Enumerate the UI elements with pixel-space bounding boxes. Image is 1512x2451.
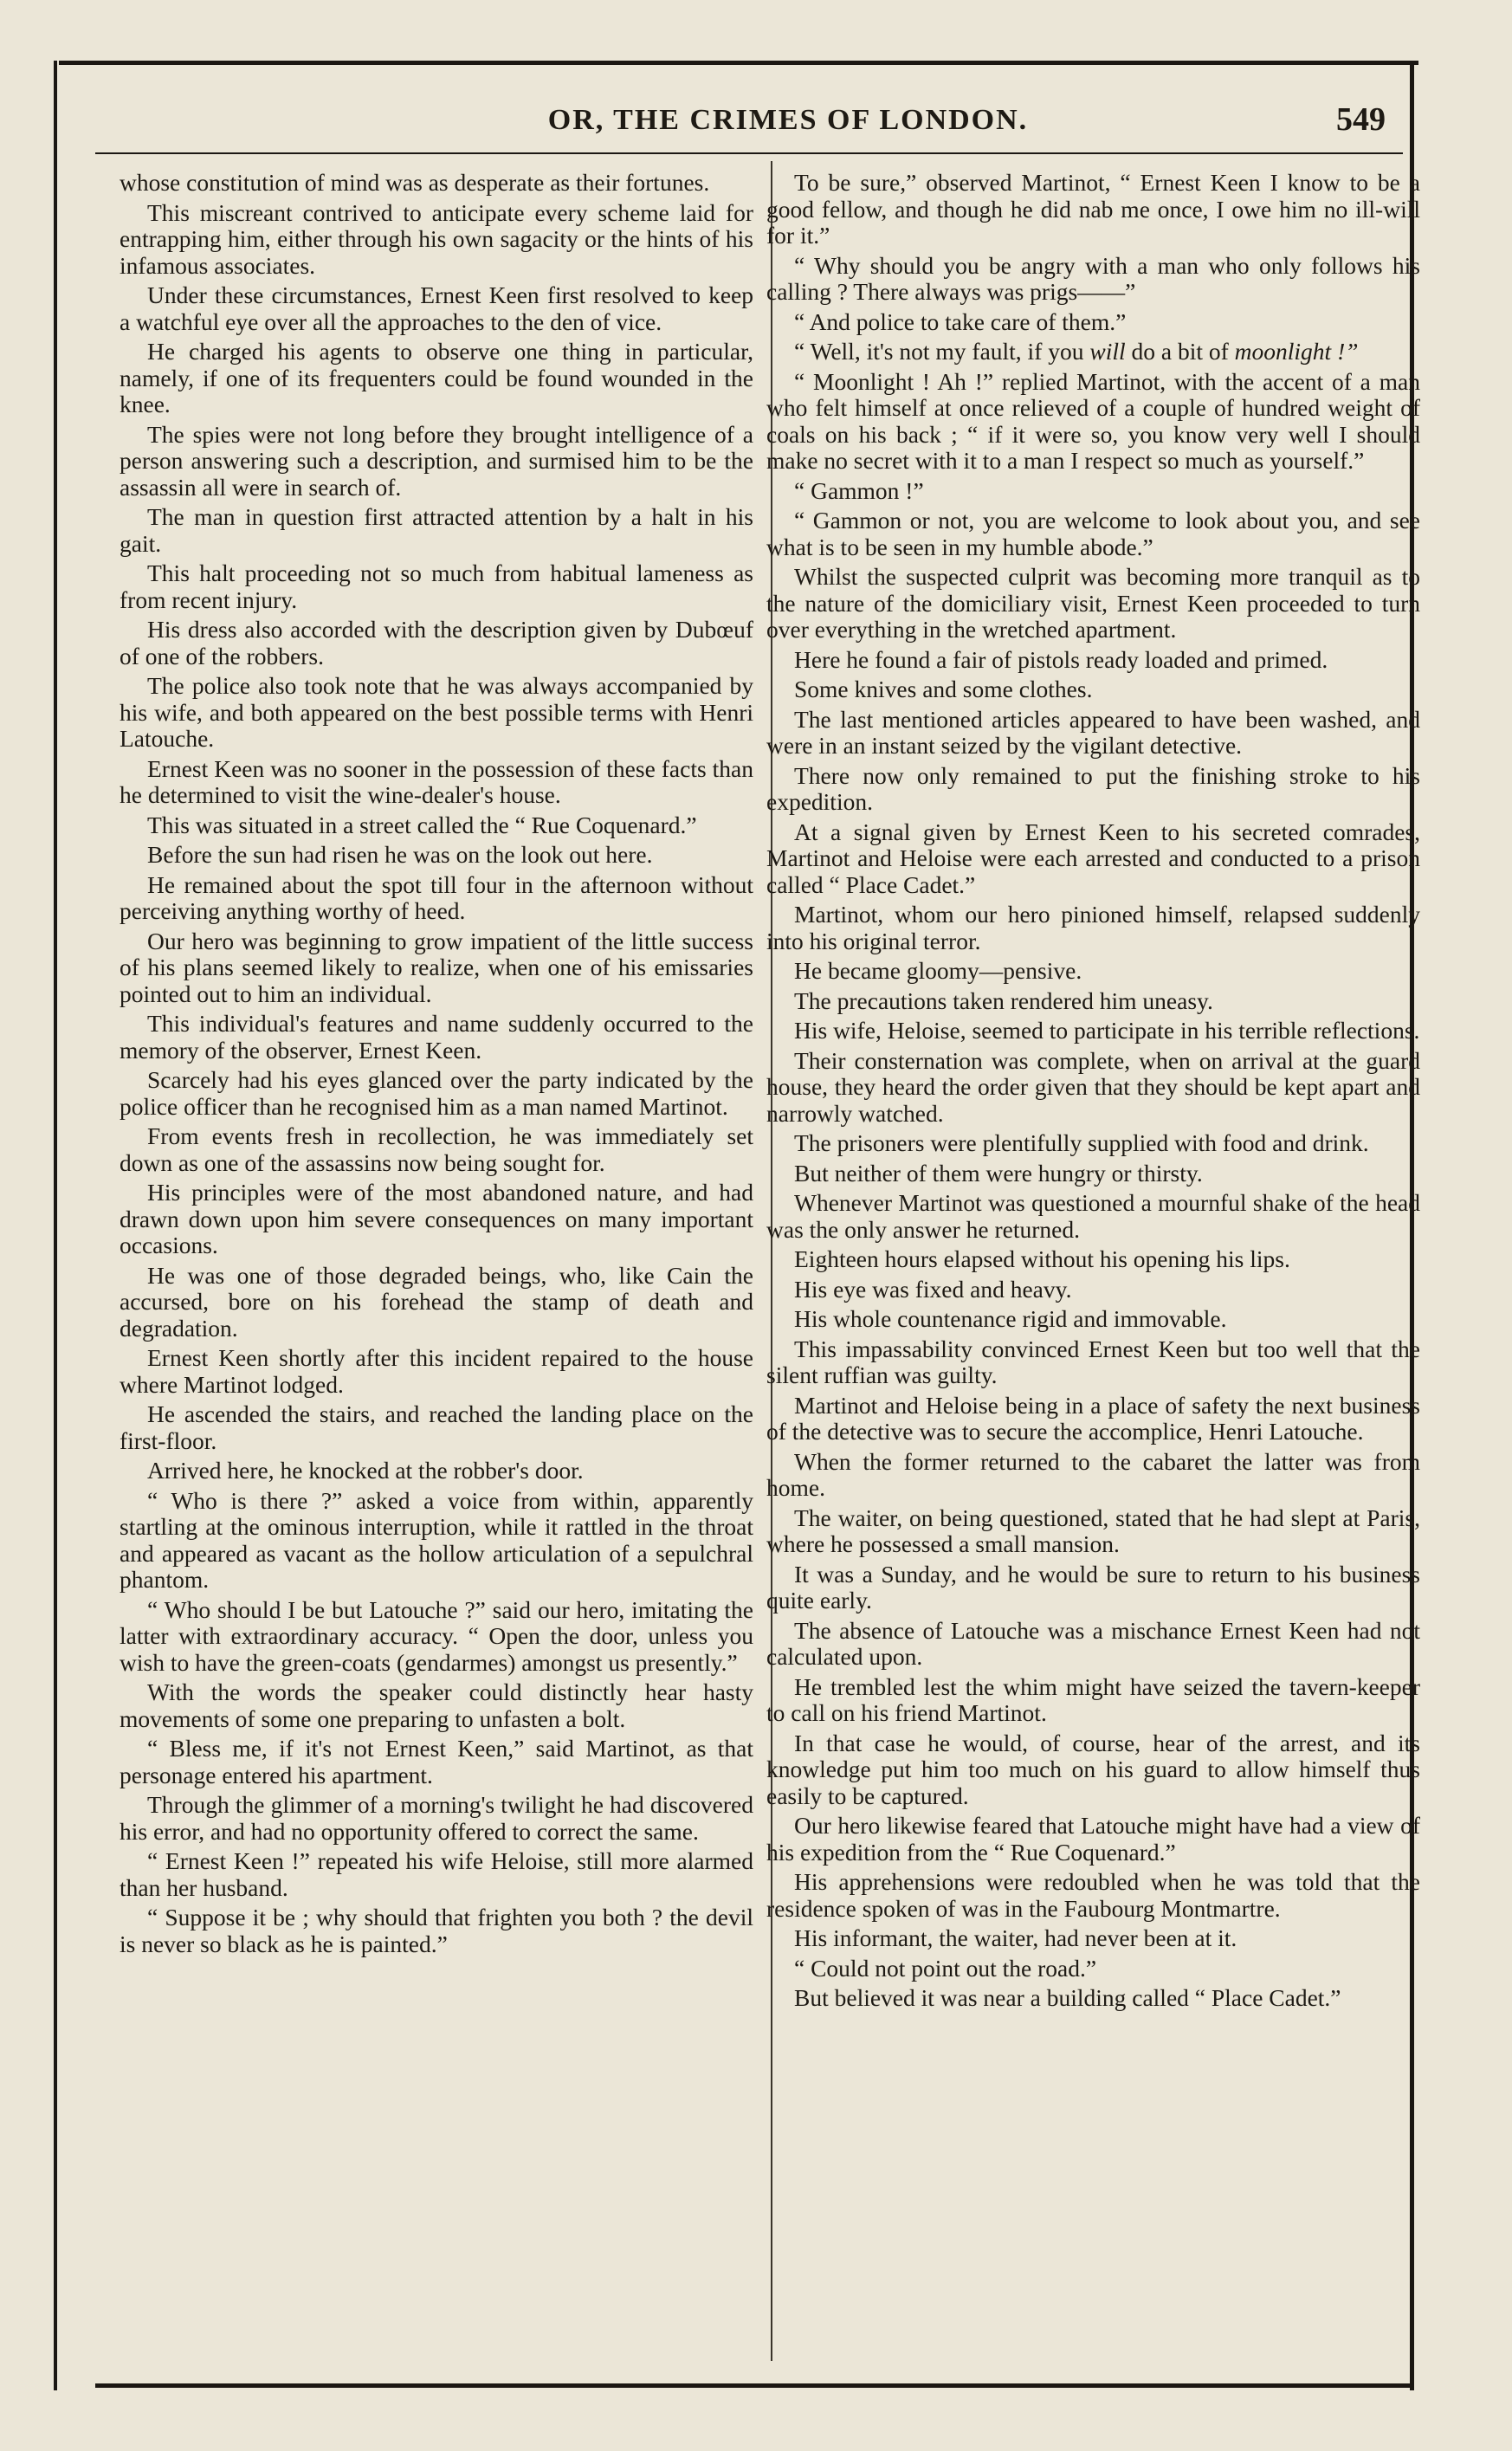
paragraph: “ And police to take care of them.” bbox=[794, 307, 1127, 335]
paragraph: He became gloomy—pensive. bbox=[794, 957, 1082, 984]
paragraph: This miscreant contrived to anticipate every scheme laid for entrapping him, either through his own sagacity or the hints of his infamous associates. bbox=[120, 198, 753, 279]
paragraph: This halt proceeding not so much from habitual lameness as from recent injury. bbox=[120, 559, 753, 613]
paragraph: His eye was fixed and heavy. bbox=[794, 1275, 1072, 1303]
paragraph: His informant, the waiter, had never been at it. bbox=[794, 1924, 1237, 1951]
paragraph: Whenever Martinot was questioned a mournful shake of the head was the only answer he returned. bbox=[766, 1189, 1420, 1243]
paragraph: His whole countenance rigid and immovable. bbox=[794, 1305, 1227, 1332]
paragraph: Ernest Keen shortly after this incident repaired to the house where Martinot lodged. bbox=[120, 1344, 753, 1398]
paragraph: “ Who should I be but Latouche ?” said our hero, imitating the latter with extraordinary accuracy. “ Open the door, unless you wish to have the green-coats (gendarmes) amongst us presently.” bbox=[120, 1595, 753, 1676]
paragraph: The police also took note that he was always accompanied by his wife, and both appeared on the best possible terms with Henri Latouche. bbox=[120, 672, 753, 752]
paragraph: He trembled lest the whim might have seized the tavern-keeper to call on his friend Martinot. bbox=[766, 1672, 1420, 1726]
paragraph: Arrived here, he knocked at the robber's door. bbox=[147, 1457, 584, 1484]
paragraph: The spies were not long before they brought intelligence of a person answering such a description, and surmised him to be the assassin all were in search of. bbox=[120, 420, 753, 501]
frame-bottom-rule bbox=[95, 2383, 1412, 2388]
paragraph: “ Could not point out the road.” bbox=[794, 1954, 1097, 1982]
paragraph: From events fresh in recollection, he was immediately set down as one of the assassins now being sought for. bbox=[120, 1122, 753, 1176]
paragraph: Our hero was beginning to grow impatient of the little success of his plans seemed likely to realize, when one of his emissaries pointed out to him an individual. bbox=[120, 927, 753, 1007]
paragraph: Ernest Keen was no sooner in the possession of these facts than he determined to visit the wine-dealer's house. bbox=[120, 754, 753, 808]
running-title: OR, THE CRIMES OF LONDON. bbox=[547, 104, 1029, 136]
paragraph: “ Moonlight ! Ah !” replied Martinot, with the accent of a man who felt himself at once relieved of a couple of hundred weight of coals on his back ; “ if it were so, you know very well I should make no secret with it to a man I respect so much as yourself.” bbox=[766, 367, 1420, 474]
paragraph: The last mentioned articles appeared to have been washed, and were in an instant seized by the vigilant detective. bbox=[766, 705, 1420, 759]
paragraph: The precautions taken rendered him uneasy. bbox=[794, 986, 1213, 1014]
paragraph bbox=[766, 339, 1420, 365]
paragraph: “ Ernest Keen !” repeated his wife Heloise, still more alarmed than her husband. bbox=[120, 1847, 753, 1901]
paragraph: His wife, Heloise, seemed to participate in his terrible reflections. bbox=[794, 1017, 1420, 1044]
paragraph: It was a Sunday, and he would be sure to return to his business quite early. bbox=[766, 1560, 1420, 1614]
paragraph: Our hero likewise feared that Latouche might have had a view of his expedition from the “ Rue Coquenard.” bbox=[766, 1812, 1420, 1866]
paragraph: Whilst the suspected culprit was becoming more tranquil as to the nature of the domiciliary visit, Ernest Keen proceeded to turn over everything in the wretched apartment. bbox=[766, 563, 1420, 643]
paragraph: In that case he would, of course, hear of the arrest, and its knowledge put him too much on his guard to allow himself thus easily to be captured. bbox=[766, 1729, 1420, 1809]
paragraph: “ Gammon !” bbox=[794, 476, 924, 504]
page-number: 549 bbox=[1336, 101, 1386, 138]
paragraph: Martinot and Heloise being in a place of safety the next business of the detective was to secure the accomplice, Henri Latouche. bbox=[766, 1391, 1420, 1445]
italic-run: will bbox=[1089, 338, 1126, 365]
paragraph: This was situated in a street called the “ Rue Coquenard.” bbox=[147, 811, 697, 838]
paragraph: His apprehensions were redoubled when he was told that the residence spoken of was in the Faubourg Montmartre. bbox=[766, 1868, 1420, 1922]
paragraph: “ Gammon or not, you are welcome to look about you, and see what is to be seen in my humble abode.” bbox=[766, 507, 1420, 560]
paragraph: This impassability convinced Ernest Keen but too well that the silent ruffian was guilty. bbox=[766, 1335, 1420, 1388]
paragraph: He remained about the spot till four in the afternoon without perceiving anything worthy of heed. bbox=[120, 870, 753, 924]
paragraph: At a signal given by Ernest Keen to his secreted comrades, Martinot and Heloise were each arrested and conducted to a prison called “ Place Cadet.” bbox=[766, 818, 1420, 898]
paragraph: But believed it was near a building called “ Place Cadet.” bbox=[794, 1984, 1341, 2011]
paragraph: To be sure,” observed Martinot, “ Ernest Keen I know to be a good fellow, and though he did nab me once, I owe him no ill-will for it.” bbox=[766, 170, 1420, 249]
paragraph: The prisoners were plentifully supplied with food and drink. bbox=[794, 1129, 1369, 1156]
paragraph: “ Suppose it be ; why should that frighten you both ? the devil is never so black as he is painted.” bbox=[120, 1904, 753, 1957]
paragraph: “ Why should you be angry with a man who only follows his calling ? There always was prigs——” bbox=[766, 251, 1420, 305]
frame-top-rule bbox=[59, 61, 1418, 65]
paragraph: When the former returned to the cabaret the latter was from home. bbox=[766, 1447, 1420, 1501]
paragraph: This individual's features and name suddenly occurred to the memory of the observer, Ernest Keen. bbox=[120, 1010, 753, 1064]
paragraph: Through the glimmer of a morning's twilight he had discovered his error, and had no opportunity offered to correct the same. bbox=[120, 1791, 753, 1845]
text-run: do a bit of bbox=[1131, 338, 1229, 365]
paragraph: Martinot, whom our hero pinioned himself, relapsed suddenly into his original terror. bbox=[766, 901, 1420, 954]
paragraph: Some knives and some clothes. bbox=[794, 676, 1093, 702]
paragraph: whose constitution of mind was as desperate as their fortunes. bbox=[120, 170, 710, 196]
paragraph: Under these circumstances, Ernest Keen first resolved to keep a watchful eye over all the approaches to the den of vice. bbox=[120, 281, 753, 335]
paragraph: The man in question first attracted attention by a halt in his gait. bbox=[120, 503, 753, 557]
header-rule bbox=[95, 152, 1403, 154]
running-head bbox=[95, 95, 1394, 147]
paragraph: Before the sun had risen he was on the look out here. bbox=[147, 841, 653, 868]
right-column bbox=[766, 170, 1420, 2370]
paragraph: Eighteen hours elapsed without his opening his lips. bbox=[794, 1245, 1290, 1272]
paragraph: Here he found a fair of pistols ready loaded and primed. bbox=[794, 645, 1328, 673]
paragraph: Scarcely had his eyes glanced over the party indicated by the police officer than he recognised him as a man named Martinot. bbox=[120, 1066, 753, 1120]
paragraph: The waiter, on being questioned, stated that he had slept at Paris, where he possessed a small mansion. bbox=[766, 1504, 1420, 1557]
text-run: “ Well, it's not my fault, if you bbox=[794, 338, 1084, 365]
paragraph: He was one of those degraded beings, who, like Cain the accursed, bore on his forehead the stamp of death and degradation. bbox=[120, 1261, 753, 1342]
left-column bbox=[120, 170, 753, 2370]
frame-left-rule bbox=[54, 61, 57, 2390]
paragraph: “ Who is there ?” asked a voice from within, apparently startling at the ominous interruption, while it rattled in the throat and appeared as vacant as the hollow articulation of a sepulchral phantom. bbox=[120, 1486, 753, 1593]
paragraph: But neither of them were hungry or thirsty. bbox=[794, 1159, 1203, 1187]
paragraph: His principles were of the most abandoned nature, and had drawn down upon him severe consequences on many important occasions. bbox=[120, 1179, 753, 1258]
paragraph: Their consternation was complete, when on arrival at the guard house, they heard the order given that they should be kept apart and narrowly watched. bbox=[766, 1046, 1420, 1127]
paragraph: He charged his agents to observe one thing in particular, namely, if one of its frequenters could be found wounded in the knee. bbox=[120, 338, 753, 417]
paragraph: There now only remained to put the finishing stroke to his expedition. bbox=[766, 761, 1420, 815]
paragraph: He ascended the stairs, and reached the landing place on the first-floor. bbox=[120, 1400, 753, 1454]
paragraph: His dress also accorded with the description given by Dubœuf of one of the robbers. bbox=[120, 616, 753, 669]
paragraph: With the words the speaker could distinctly hear hasty movements of some one preparing to unfasten a bolt. bbox=[120, 1678, 753, 1732]
paragraph: “ Bless me, if it's not Ernest Keen,” said Martinot, as that personage entered his apartment. bbox=[120, 1735, 753, 1788]
paragraph: The absence of Latouche was a mischance Ernest Keen had not calculated upon. bbox=[766, 1616, 1420, 1670]
italic-run: moonlight !” bbox=[1234, 338, 1359, 365]
